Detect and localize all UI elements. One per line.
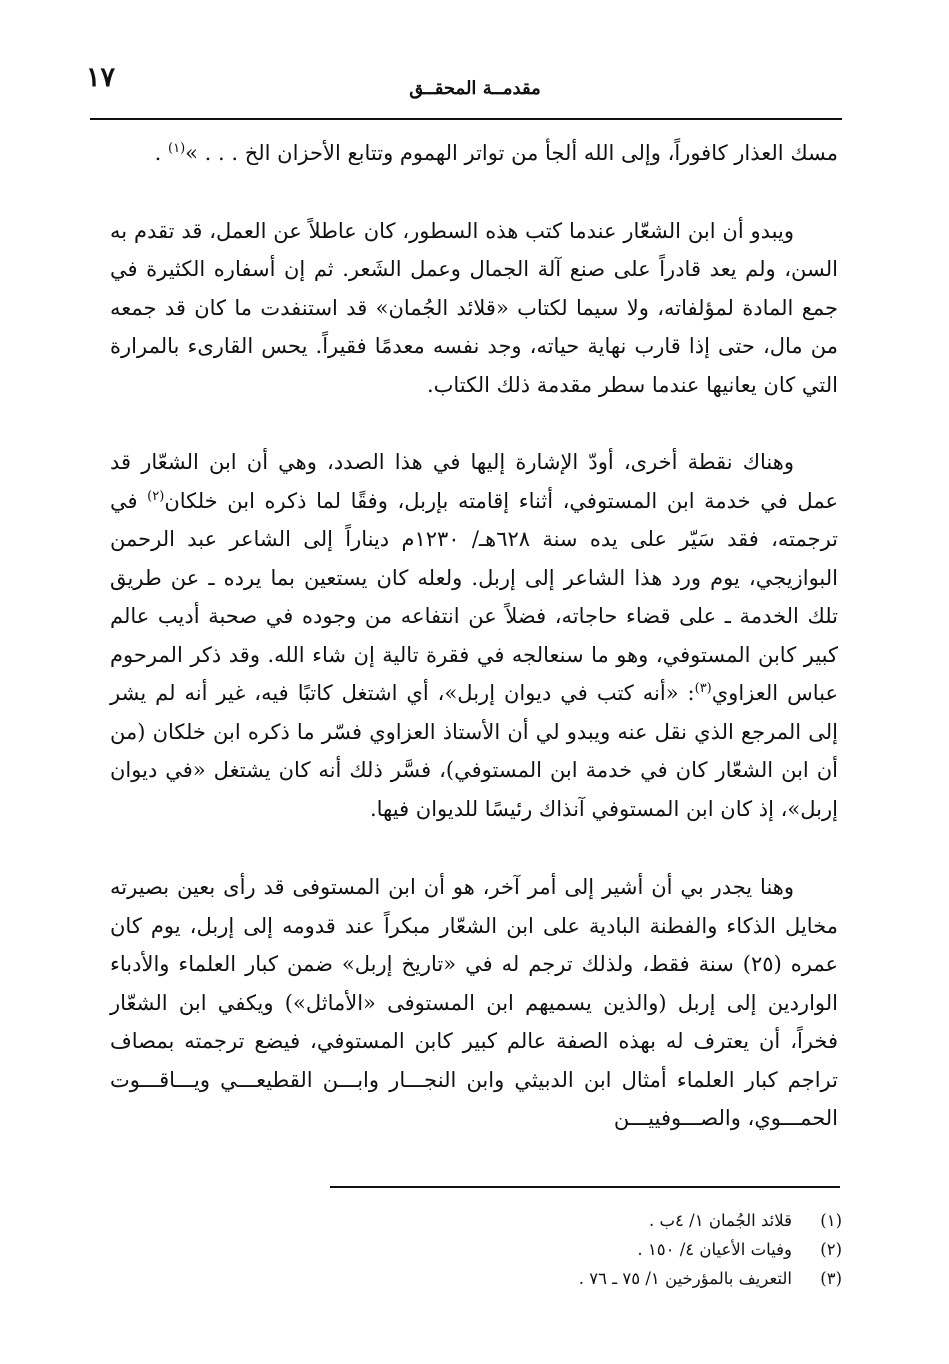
paragraph-1 [110,134,838,173]
paragraph-1-text: مسك العذار كافوراً، وإلى الله ألجأ من تواتر الهموم وتتابع الأحزان الخ . . . » [185,141,838,165]
footnote-text: قلائد الجُمان ١/ ٤ب . [648,1211,792,1230]
body-text [110,134,838,1138]
footnote-3 [300,1264,842,1293]
footnote-number: (٣) [820,1269,842,1288]
footnote-1 [300,1206,842,1235]
paragraph-3 [110,443,838,828]
paragraph-gap [110,404,838,443]
paragraph-3-text-a: وهناك نقطة أخرى، أودّ الإشارة إليها في هذا الصدد، وهي أن ابن الشعّار قد عمل في خدمة ابن المستوفي، أثناء إقامته بإربل، وفقًا لما ذكره ابن خلكان [110,450,839,513]
page-number: ١٧ [86,62,116,93]
paragraph-2: ويبدو أن ابن الشعّار عندما كتب هذه السطور، كان عاطلاً عن العمل، قد تقدم به السن، ولم يعد قادراً على صنع آلة الجمال وعمل الشَعر. ثم إن أسفاره الكثيرة في جمع المادة لمؤلفاته، ولا سيما لكتاب «قلائد الجُمان» قد استنفدت ما كان قد جمعه من مال، حتى إذا قارب نهاية حياته، وجد نفسه معدمًا فقيراً. يحس القارىء بالمرارة التي كان يعانيها عندما سطر مقدمة ذلك الكتاب. [110,218,838,397]
footnote-rule [330,1186,840,1188]
footnote-text: وفيات الأعيان ٤/ ١٥٠ . [637,1240,792,1259]
paragraph-3-text-b: في ترجمته، فقد سَيّر على يده سنة ٦٢٨هـ/ ١٢٣٠م ديناراً إلى الشاعر عبد الرحمن البوازيجي، يوم ورد هذا الشاعر إلى إربل. ولعله كان يستعين بما يرده ـ عن طريق تلك الخدمة ـ على قضاء حاجاته، فضلاً عن انتفاعه من وجوده في صحبة أديب عالم كبير كابن المستوفي، وهو ما سنعالجه في فقرة تالية إن شاء الله. وقد ذكر المرحوم عباس العزاوي [110,488,839,705]
footnote-text: التعريف بالمؤرخين ١/ ٧٥ ـ ٧٦ . [578,1269,792,1288]
paragraph-3-text-c: : «أنه كتب في ديوان إربل»، أي اشتغل كاتبًا فيه، غير أنه لم يشر إلى المرجع الذي نقل عنه ويبدو لي أن الأستاذ العزاوي فسّر ما ذكره ابن خلكان (من أن ابن الشعّار كان في خدمة ابن المستوفي)، فسَّر ذلك أنه كان يشتغل «في ديوان إربل»، إذ كان ابن المستوفي آنذاك رئيسًا للديوان فيها. [110,681,838,821]
paragraph-1-tail: . [154,141,168,165]
paragraph-4: وهنا يجدر بي أن أشير إلى أمر آخر، هو أن ابن المستوفى قد رأى بعين بصيرته مخايل الذكاء والفطنة البادية على ابن الشعّار مبكراً عند قدومه إلى إربل، يوم كان عمره (٢٥) سنة فقط، ولذلك ترجم له في «تاريخ إربل» ضمن كبار العلماء والأدباء الواردين إلى إربل (والذين يسميهم ابن المستوفى «الأماثل») ويكفي ابن الشعّار فخراً، أن يعترف له بهذه الصفة عالم كبير كابن المستوفي، فيضع ترجمته بمصاف تراجم كبار العلماء أمثال ابن الدبيثي وابن النجـــار وابـــن القطيعـــي ويـــاقـــوت الحمـــوي، والصـــوفييـــن [110,875,838,1130]
footnotes [300,1206,842,1293]
footnote-number: (١) [820,1211,842,1230]
footnote-number: (٢) [820,1240,842,1259]
header-rule [90,118,842,120]
footnote-2 [300,1235,842,1264]
footnote-ref-2: (٢) [147,488,165,504]
footnote-ref-1: (١) [168,141,186,156]
paragraph-gap [110,173,838,212]
footnote-ref-3: (٣) [694,681,712,696]
paragraph-gap [110,828,838,868]
running-header: مقدمــة المحقــق [409,78,541,99]
